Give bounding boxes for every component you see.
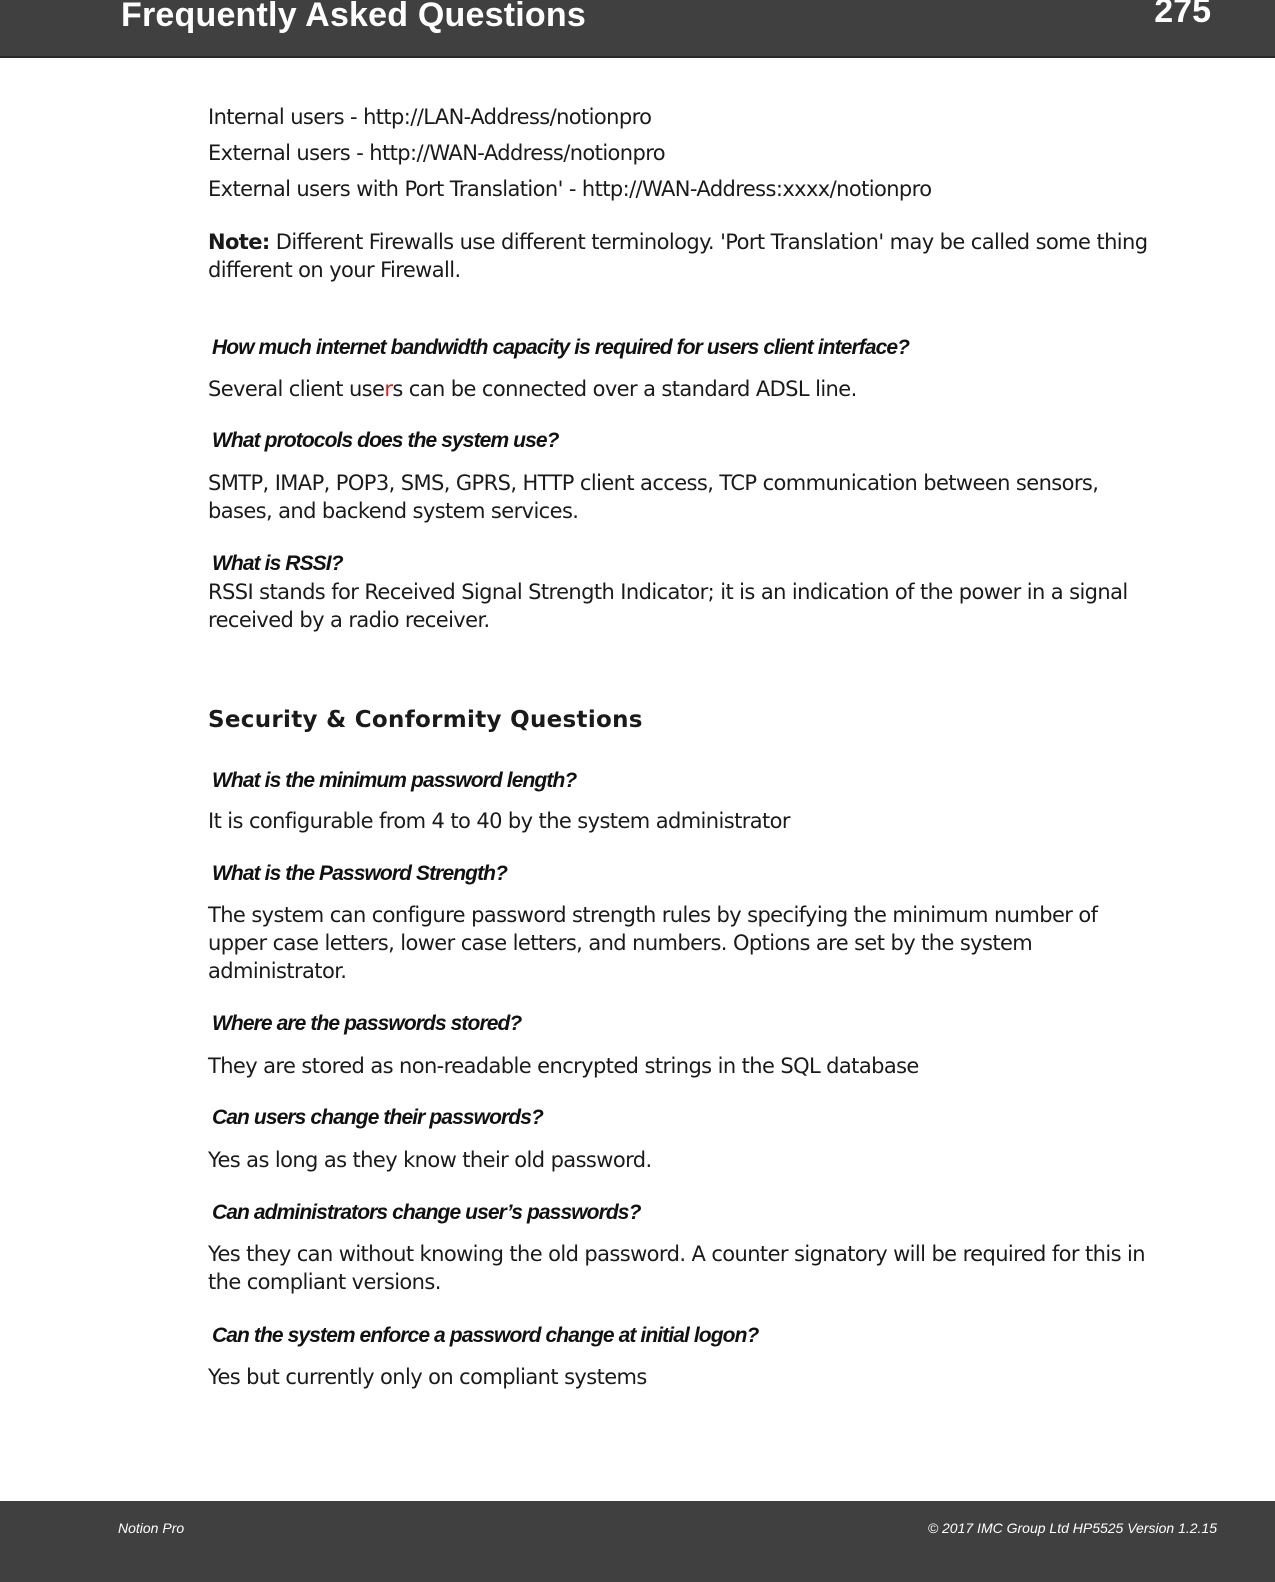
- page-title: Frequently Asked Questions: [121, 0, 586, 34]
- external-port-translation-url: External users with Port Translation' - http://WAN-Address:xxxx/notionpro: [208, 177, 932, 201]
- faq-answer: It is configurable from 4 to 40 by the system administrator: [208, 809, 790, 833]
- faq-question: What is the minimum password length?: [212, 769, 577, 792]
- page-number: 275: [1154, 0, 1211, 30]
- faq-question: Can users change their passwords?: [212, 1106, 543, 1129]
- faq-answer: RSSI stands for Received Signal Strength Indicator; it is an indication of the power in a signal received by a radio receiver.: [208, 580, 1128, 632]
- firewall-note: [208, 228, 1158, 284]
- footer-product-name: Notion Pro: [118, 1520, 185, 1536]
- note-text: Different Firewalls use different terminology. 'Port Translation' may be called some thing different on your Firewall.: [208, 230, 1148, 282]
- faq-answer: Yes as long as they know their old password.: [208, 1148, 652, 1172]
- page-footer: [0, 1501, 1275, 1582]
- faq-answer: Yes but currently only on compliant systems: [208, 1365, 647, 1389]
- faq-question: How much internet bandwidth capacity is required for users client interface?: [212, 336, 910, 359]
- faq-question: Can the system enforce a password change at initial logon?: [212, 1324, 759, 1347]
- page-header: [0, 0, 1275, 58]
- note-label: Note:: [208, 230, 270, 254]
- faq-answer: Several client users can be connected over a standard ADSL line.: [208, 377, 857, 401]
- faq-question: What is the Password Strength?: [212, 862, 508, 885]
- faq-question: What is RSSI?: [212, 552, 343, 575]
- external-users-url: External users - http://WAN-Address/notionpro: [208, 141, 666, 165]
- faq-question: Where are the passwords stored?: [212, 1012, 522, 1035]
- faq-answer: The system can configure password strength rules by specifying the minimum number of upper case letters, lower case letters, and numbers. Options are set by the system administrator.: [208, 903, 1098, 983]
- internal-users-url: Internal users - http://LAN-Address/notionpro: [208, 105, 652, 129]
- faq-answer: SMTP, IMAP, POP3, SMS, GPRS, HTTP client access, TCP communication between sensors, bases, and backend system services.: [208, 471, 1099, 523]
- footer-copyright: © 2017 IMC Group Ltd HP5525 Version 1.2.15: [927, 1520, 1217, 1536]
- red-character: r: [384, 377, 393, 401]
- faq-question: What protocols does the system use?: [212, 429, 559, 452]
- faq-question: Can administrators change user’s passwords?: [212, 1201, 641, 1224]
- faq-answer: They are stored as non-readable encrypted strings in the SQL database: [208, 1054, 919, 1078]
- section-heading: Security & Conformity Questions: [208, 707, 643, 733]
- faq-answer: Yes they can without knowing the old password. A counter signatory will be required for this in the compliant versions.: [208, 1242, 1145, 1294]
